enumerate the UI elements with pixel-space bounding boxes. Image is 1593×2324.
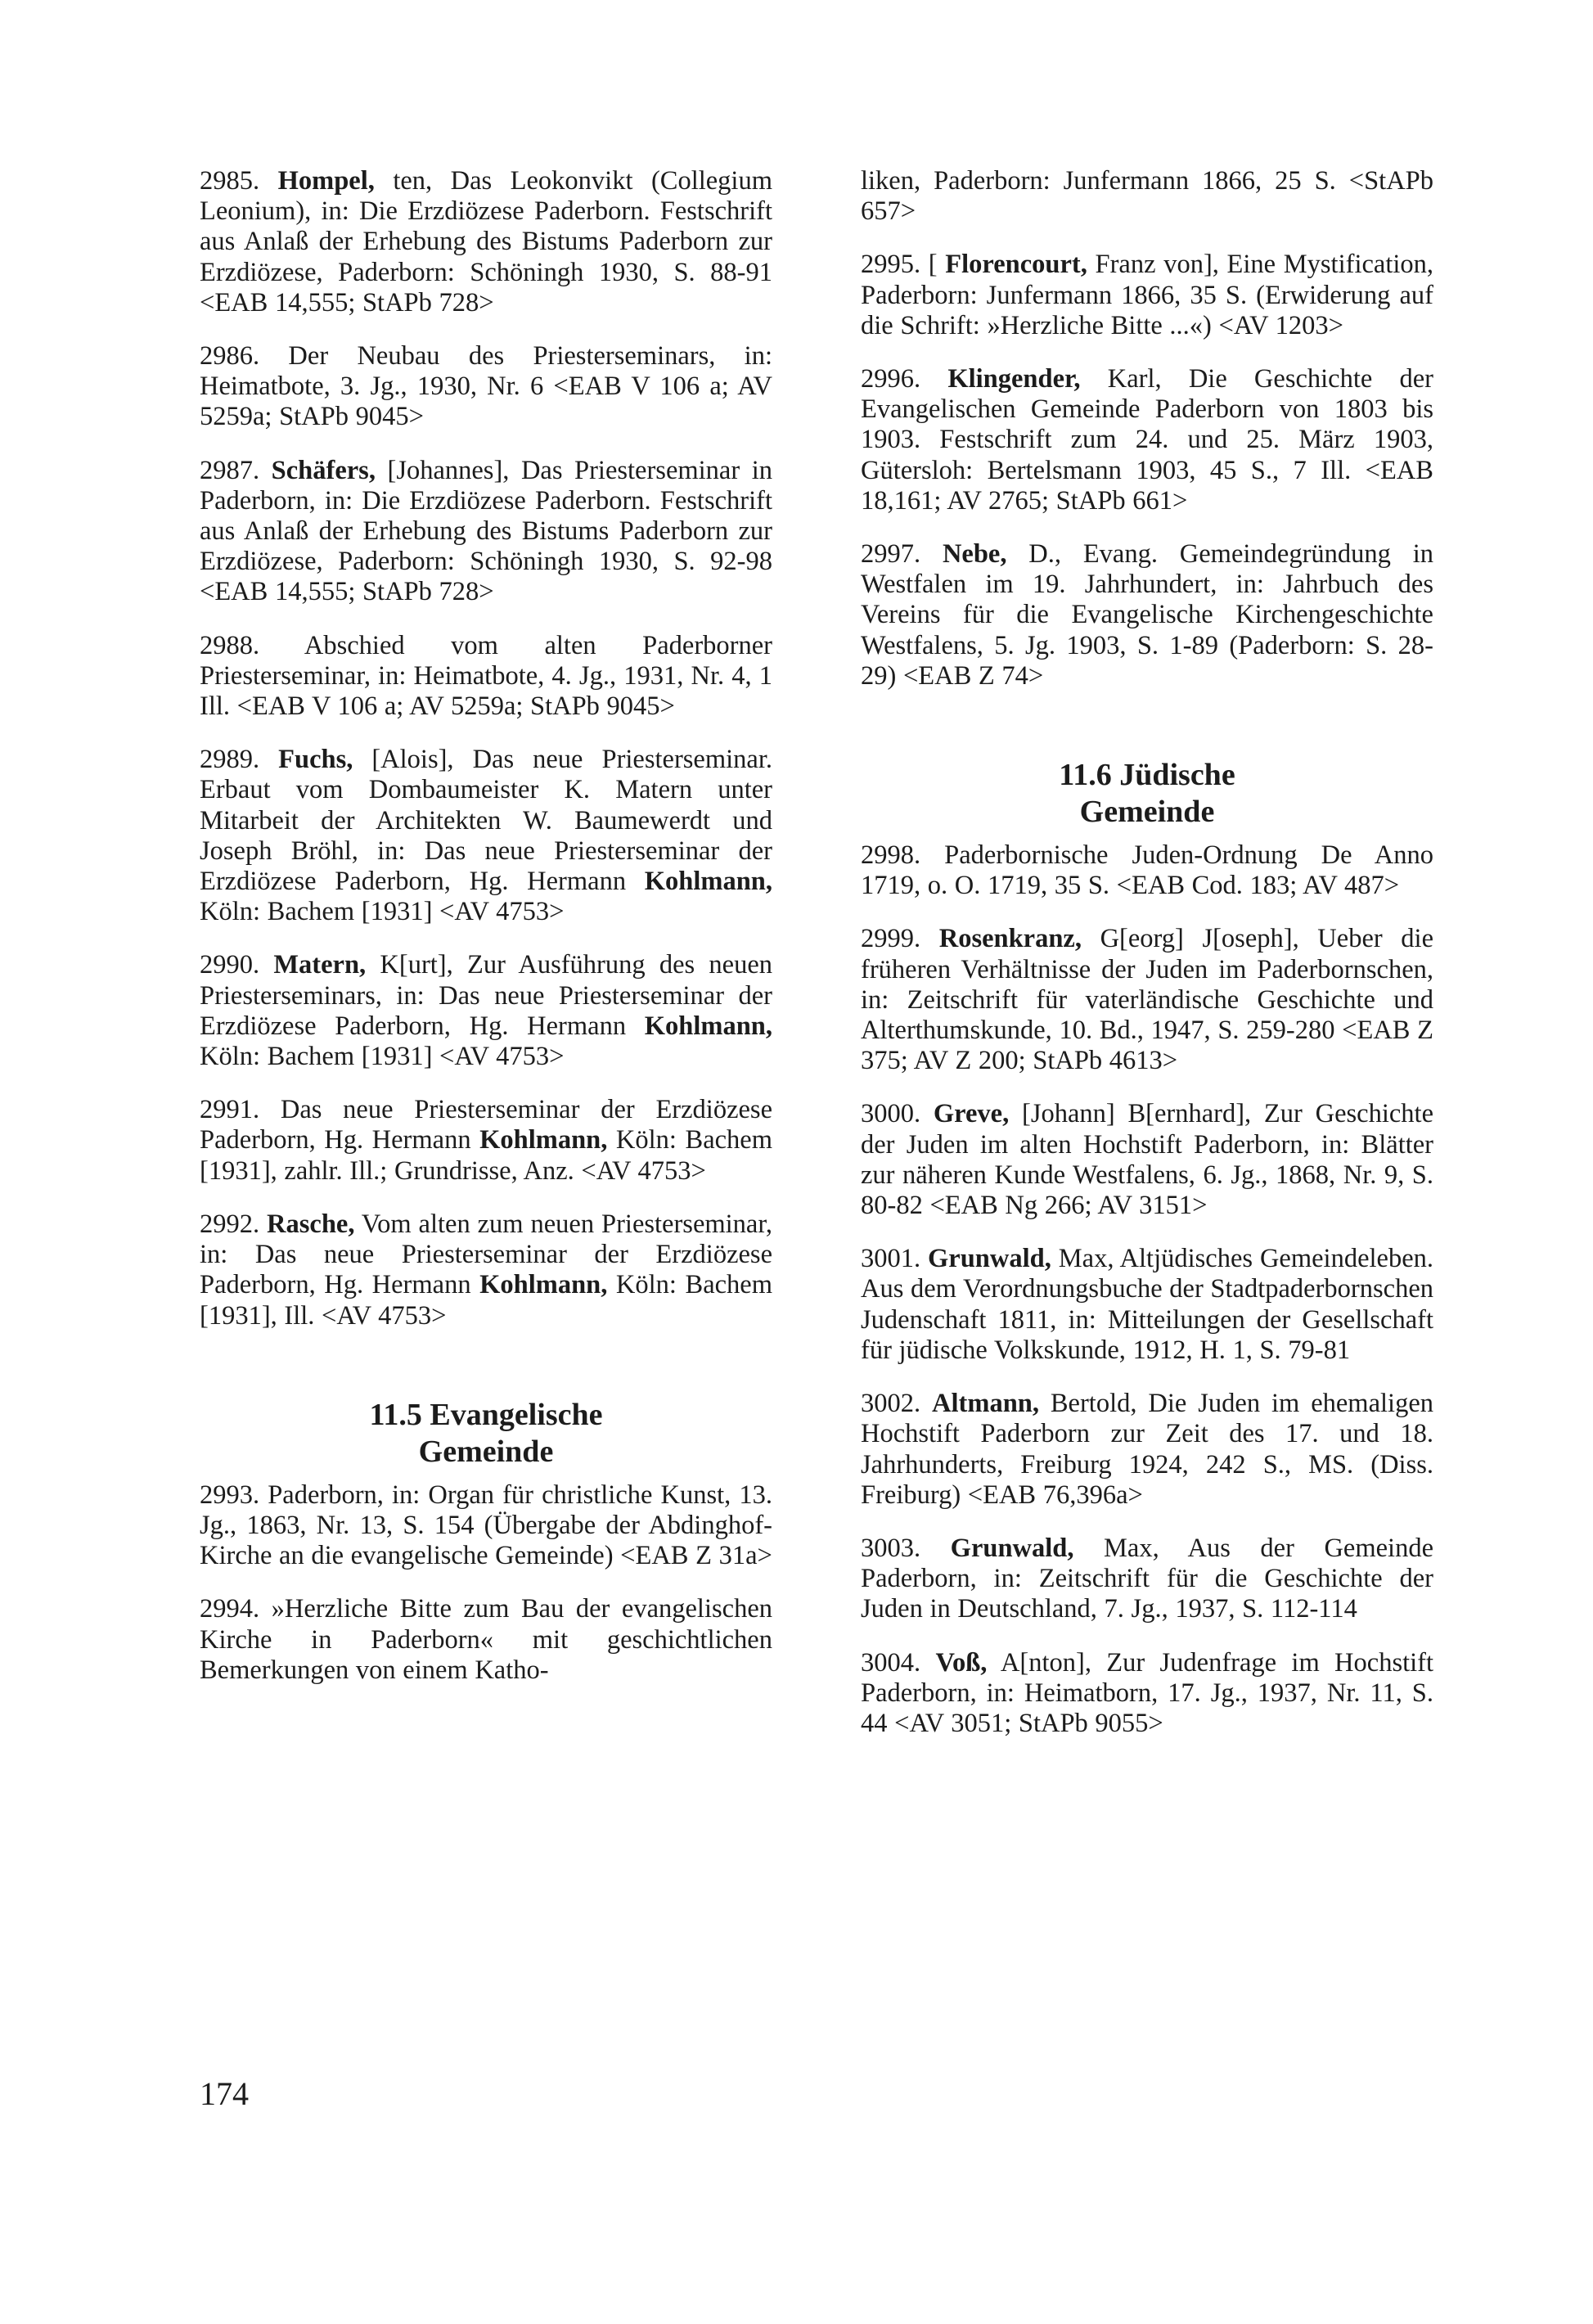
entry-editor: Kohlmann, — [479, 1125, 608, 1155]
entry-text: D., Evang. Gemeindegründung in Westfalen im 19. Jahrhundert, in: Jahrbuch des Vereins für die Evangelische Kirchengeschichte Westfalens, 5. Jg. 1903, S. 1-89 (Paderborn: S. 28-29) <EAB Z 74> — [861, 539, 1433, 691]
right-entries-before — [861, 250, 1433, 691]
entry-text: [Johannes], Das Priesterseminar in Paderborn, in: Die Erzdiözese Paderborn. Festschrift aus Anlaß der Erhebung des Bistums Paderborn zur Erzdiözese, Paderborn: Schöningh 1930, S. 92-98 <EAB 14,555; StAPb 728> — [200, 455, 772, 607]
entry-number: 3003. — [861, 1533, 921, 1563]
entry-number: 2995. — [861, 250, 921, 280]
bibliography-entry — [861, 1534, 1433, 1625]
entry-number: 2989. — [200, 745, 260, 775]
entry-author: Rosenkranz, — [938, 924, 1082, 954]
entry-number: 2994. — [200, 1594, 260, 1624]
entry-number: 2987. — [200, 455, 260, 485]
left-entries-before — [200, 166, 772, 1331]
entry-author: Rasche, — [267, 1209, 355, 1239]
bibliography-entry — [861, 1648, 1433, 1740]
entry-author: Hompel, — [277, 166, 375, 196]
entry-editor: Kohlmann, — [644, 1011, 772, 1041]
entry-text: Max, Aus der Gemeinde Paderborn, in: Zeitschrift für die Geschichte der Juden in Deutschland, 7. Jg., 1937, S. 112-114 — [861, 1533, 1433, 1624]
entry-text: Köln: Bachem [1931], zahlr. Ill.; Grundrisse, Anz. <AV 4753> — [200, 1125, 772, 1186]
entry-text: Köln: Bachem [1931] <AV 4753> — [200, 1042, 565, 1072]
bibliography-entry — [200, 456, 772, 608]
bibliography-entry — [861, 924, 1433, 1076]
page-number: 174 — [200, 2075, 249, 2112]
entry-number: 3001. — [861, 1244, 921, 1274]
entry-number: 2993. — [200, 1480, 260, 1510]
entry-author: Klingender, — [947, 364, 1081, 394]
entry-text: Abschied vom alten Paderborner Priesterseminar, in: Heimatbote, 4. Jg., 1931, Nr. 4, 1 Ill. <EAB V 106 a; AV 5259a; StAPb 9045> — [200, 630, 772, 722]
entry-number: 2991. — [200, 1095, 260, 1125]
entry-number: 3002. — [861, 1389, 921, 1419]
bibliography-entry — [861, 250, 1433, 341]
entry-author: Altmann, — [932, 1389, 1039, 1419]
entry-number: 2999. — [861, 924, 921, 954]
section-heading-juedische — [861, 757, 1433, 831]
entry-editor: Kohlmann, — [644, 867, 772, 897]
entry-text: G[eorg] J[oseph], Ueber die früheren Verhältnisse der Juden im Paderbornschen, in: Zeitschrift für vaterländische Geschichte und Alterthumskunde, 10. Bd., 1947, S. 259-280 <EAB Z 375; AV Z 200; StAPb 4613> — [861, 924, 1433, 1076]
bibliography-entry — [861, 1099, 1433, 1221]
bibliography-entry — [200, 341, 772, 433]
entry-number: 2997. — [861, 539, 921, 570]
entry-text: Köln: Bachem [1931] <AV 4753> — [200, 897, 565, 927]
entry-author: Fuchs, — [278, 745, 353, 775]
entry-number: 3000. — [861, 1099, 921, 1129]
entry-author: Grunwald, — [928, 1244, 1051, 1274]
bibliography-entry — [200, 631, 772, 723]
bibliography-entry — [200, 1594, 772, 1686]
entry-author: Grunwald, — [950, 1533, 1074, 1563]
entry-number: 2988. — [200, 630, 260, 660]
entry-text: Bertold, Die Juden im ehemaligen Hochstift Paderborn zur Zeit des 17. und 18. Jahrhunderts, Freiburg 1924, 242 S., MS. (Diss. Freiburg) <EAB 76,396a> — [861, 1389, 1433, 1510]
entry-text: »Herzliche Bitte zum Bau der evangelischen Kirche in Paderborn« mit geschichtlichen Bemerkungen von einem Katho- — [200, 1594, 772, 1685]
continuation-text: liken, Paderborn: Junfermann 1866, 25 S. <StAPb 657> — [861, 166, 1433, 227]
bibliography-entry — [861, 364, 1433, 516]
entry-text: Köln: Bachem [1931], Ill. <AV 4753> — [200, 1270, 772, 1331]
entry-number: 3004. — [861, 1647, 921, 1678]
bibliography-entry — [861, 840, 1433, 901]
entry-number: 2986. — [200, 341, 260, 372]
entry-text: A[nton], Zur Judenfrage im Hochstift Paderborn, in: Heimatborn, 17. Jg., 1937, Nr. 11, S. 44 <AV 3051; StAPb 9055> — [861, 1647, 1434, 1738]
entry-author: Schäfers, — [271, 455, 376, 485]
entry-number: 2990. — [200, 950, 260, 980]
left-column — [200, 166, 772, 1709]
section-heading-evangelische — [200, 1397, 772, 1471]
bibliography-entry — [200, 950, 772, 1072]
entry-prefix: [ — [920, 250, 938, 280]
bibliography-entry — [200, 1209, 772, 1331]
entry-text: [Alois], Das neue Priesterseminar. Erbaut vom Dombaumeister K. Matern unter Mitarbeit der Architekten W. Baumewerdt und Joseph Bröhl, in: Das neue Priesterseminar der Erzdiözese Paderborn, Hg. Hermann — [200, 745, 772, 897]
entry-editor: Kohlmann, — [479, 1270, 608, 1300]
entry-text: K[urt], Zur Ausführung des neuen Priesterseminars, in: Das neue Priesterseminar der Erzdiözese Paderborn, Hg. Hermann — [200, 950, 772, 1041]
entry-text: Der Neubau des Priesterseminars, in: Heimatbote, 3. Jg., 1930, Nr. 6 <EAB V 106 a; AV 5259a; StAPb 9045> — [200, 341, 772, 432]
heading-line: 11.6 Jüdische — [1059, 758, 1235, 793]
entry-author: Matern, — [273, 950, 367, 980]
entry-text: Paderborn, in: Organ für christliche Kunst, 13. Jg., 1863, Nr. 13, S. 154 (Übergabe der Abdinghof-Kirche an die evangelische Gemeinde) <EAB Z 31a> — [200, 1480, 772, 1571]
heading-line: Gemeinde — [1079, 795, 1215, 830]
entry-author: Nebe, — [942, 539, 1007, 570]
entry-text: [Johann] B[ernhard], Zur Geschichte der Juden im alten Hochstift Paderborn, in: Blätter zur näheren Kunde Westfalens, 6. Jg., 1868, Nr. 9, S. 80-82 <EAB Ng 266; AV 3151> — [861, 1099, 1433, 1221]
right-entries-after — [861, 840, 1433, 1739]
entry-text: Max, Altjüdisches Gemeindeleben. Aus dem Verordnungsbuche der Stadtpaderbornschen Judenschaft 1811, in: Mitteilungen der Gesellschaft für jüdische Volkskunde, 1912, H. 1, S. 79-81 — [861, 1244, 1433, 1365]
entry-author: Greve, — [933, 1099, 1010, 1129]
entry-text: Karl, Die Geschichte der Evangelischen Gemeinde Paderborn von 1803 bis 1903. Festschrift zum 24. und 25. März 1903, Gütersloh: Bertelsmann 1903, 45 S., 7 Ill. <EAB 18,161; AV 2765; StAPb 661> — [861, 364, 1433, 516]
bibliography-entry — [200, 745, 772, 927]
bibliography-entry — [861, 539, 1433, 691]
bibliography-entry — [861, 1389, 1433, 1511]
entry-text: Paderbornische Juden-Ordnung De Anno 1719, o. O. 1719, 35 S. <EAB Cod. 183; AV 487> — [861, 840, 1433, 901]
entry-text: Franz von], Eine Mystification, Paderborn: Junfermann 1866, 35 S. (Erwiderung auf die Schrift: »Herzliche Bitte ...«) <AV 1203> — [861, 250, 1434, 340]
entry-author: Florencourt, — [945, 250, 1087, 280]
left-entries-after — [200, 1480, 772, 1686]
bibliography-entry — [200, 166, 772, 318]
bibliography-entry — [200, 1095, 772, 1187]
bibliography-entry — [200, 1480, 772, 1572]
entry-text: Das neue Priesterseminar der Erzdiözese Paderborn, Hg. Hermann — [200, 1095, 772, 1155]
entry-number: 2998. — [861, 840, 921, 871]
bibliography-entry — [861, 1244, 1433, 1366]
heading-line: Gemeinde — [418, 1434, 554, 1469]
right-column — [861, 166, 1433, 1762]
entry-number: 2996. — [861, 364, 921, 394]
heading-line: 11.5 Evangelische — [369, 1397, 603, 1432]
entry-text: ten, Das Leokonvikt (Collegium Leonium), in: Die Erzdiözese Paderborn. Festschrift aus Anlaß der Erhebung des Bistums Paderborn zur Erzdiözese, Paderborn: Schöningh 1930, S. 88-91 <EAB 14,555; StAPb 728> — [200, 166, 772, 318]
entry-number: 2985. — [200, 166, 260, 196]
entry-author: Voß, — [935, 1647, 988, 1678]
entry-number: 2992. — [200, 1209, 260, 1239]
entry-text: Vom alten zum neuen Priesterseminar, in: Das neue Priesterseminar der Erzdiözese Paderborn, Hg. Hermann — [200, 1209, 772, 1300]
